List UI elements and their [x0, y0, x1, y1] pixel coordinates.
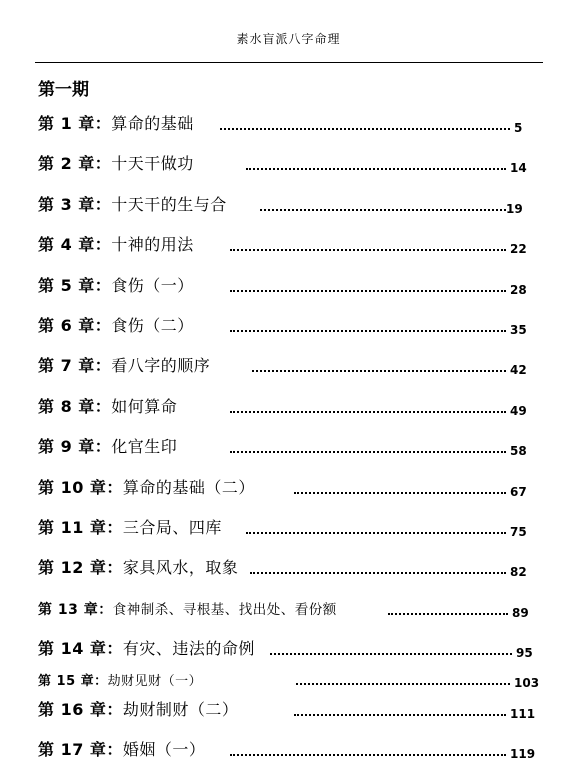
toc-leader — [294, 714, 506, 716]
toc-page-number: 28 — [510, 283, 527, 297]
page-header: 素水盲派八字命理 — [236, 32, 341, 46]
toc-chapter-label: 第 12 章：家具风水，取象 — [38, 558, 239, 577]
toc-page-number: 67 — [510, 485, 527, 499]
section-title: 第一期 — [38, 80, 89, 100]
toc-page-number: 42 — [510, 363, 527, 377]
toc-leader — [296, 683, 510, 685]
toc-leader — [252, 370, 506, 372]
toc-title: 十天干做功 — [111, 154, 194, 173]
toc-page-number: 22 — [510, 242, 527, 256]
toc-page-number: 82 — [510, 565, 527, 579]
toc-chapter-label: 第 8 章：如何算命 — [38, 397, 178, 416]
toc-chapter-label: 第 7 章：看八字的顺序 — [38, 356, 211, 375]
toc-leader — [388, 613, 508, 615]
toc-leader — [270, 653, 512, 655]
toc-leader — [230, 330, 506, 332]
toc-leader — [230, 451, 506, 453]
toc-leader — [294, 492, 506, 494]
toc-page-number: 58 — [510, 444, 527, 458]
toc-page-number: 35 — [510, 323, 527, 337]
toc-title: 食伤（二） — [111, 316, 194, 335]
toc-title: 如何算命 — [111, 397, 178, 416]
toc-page-number: 49 — [510, 404, 527, 418]
toc-leader — [230, 249, 506, 251]
toc-page-number: 14 — [510, 161, 527, 175]
toc-chapter-label: 第 6 章：食伤（二） — [38, 316, 194, 335]
toc-chapter-label: 第 16 章：劫财制财（二） — [38, 700, 239, 719]
toc-leader — [230, 290, 506, 292]
toc-title: 看八字的顺序 — [111, 356, 211, 375]
toc-chapter-label: 第 5 章：食伤（一） — [38, 276, 194, 295]
toc-chapter-label: 第 17 章：婚姻（一） — [38, 740, 206, 759]
toc-page-number: 111 — [510, 707, 536, 721]
toc-title: 家具风水，取象 — [122, 558, 239, 577]
toc-page-number: 95 — [516, 646, 533, 660]
toc-page-number: 5 — [514, 121, 523, 135]
toc-title: 十神的用法 — [111, 235, 194, 254]
toc-chapter-label: 第 10 章：算命的基础（二） — [38, 478, 255, 497]
toc-title: 三合局、四库 — [122, 518, 222, 537]
toc-chapter-label: 第 9 章：化官生印 — [38, 437, 178, 456]
toc-chapter-label: 第 4 章：十神的用法 — [38, 235, 194, 254]
toc-title: 算命的基础（二） — [122, 478, 255, 497]
toc-leader — [260, 209, 506, 211]
toc-title: 食神制杀、寻根基、找出处、看份额 — [112, 602, 337, 618]
toc-title: 十天干的生与合 — [111, 195, 227, 214]
toc-chapter-label: 第 2 章：十天干做功 — [38, 154, 194, 173]
toc-leader — [250, 572, 506, 574]
header-rule — [35, 62, 543, 63]
toc-title: 食伤（一） — [111, 276, 194, 295]
toc-page-number: 103 — [514, 676, 540, 690]
toc-title: 有灾、违法的命例 — [122, 639, 255, 658]
toc-leader — [246, 168, 506, 170]
toc-chapter-label: 第 11 章：三合局、四库 — [38, 518, 222, 537]
toc-title: 劫财制财（二） — [122, 700, 239, 719]
toc-title: 算命的基础 — [111, 114, 194, 133]
toc-page-number: 89 — [512, 606, 529, 620]
toc-leader — [246, 532, 506, 534]
toc-chapter-label: 第 3 章：十天干的生与合 — [38, 195, 227, 214]
toc-leader — [230, 411, 506, 413]
toc-chapter-label: 第 14 章：有灾、违法的命例 — [38, 639, 255, 658]
toc-page-number: 119 — [510, 747, 536, 761]
toc-chapter-label: 第 15 章：劫财见财（一） — [38, 674, 203, 689]
toc-title: 婚姻（一） — [122, 740, 206, 759]
toc-chapter-label: 第 1 章：算命的基础 — [38, 114, 194, 133]
toc-title: 劫财见财（一） — [107, 674, 203, 689]
toc-chapter-label: 第 13 章：食神制杀、寻根基、找出处、看份额 — [38, 602, 337, 618]
toc-title: 化官生印 — [111, 437, 178, 456]
toc-leader — [230, 754, 506, 756]
toc-page-number: 75 — [510, 525, 527, 539]
toc-leader — [220, 128, 510, 130]
toc-page-number: 19 — [506, 202, 523, 216]
